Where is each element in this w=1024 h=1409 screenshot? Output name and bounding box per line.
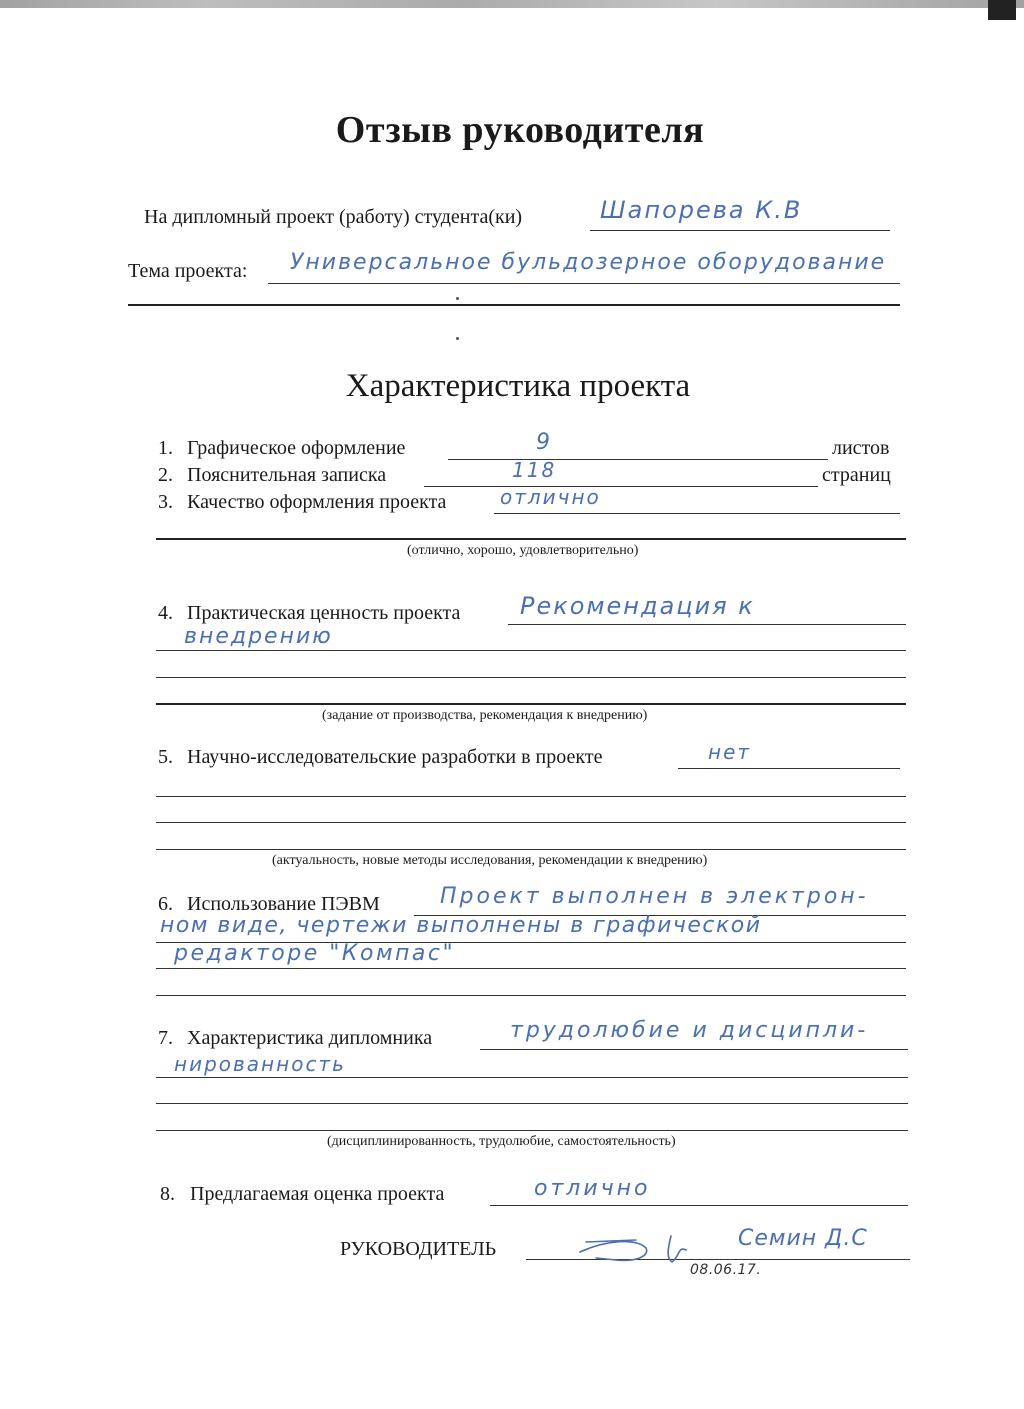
item-7-line-3 <box>156 1103 908 1104</box>
scan-speck <box>456 337 459 340</box>
item-1-line <box>448 459 828 460</box>
item-6-value-line-3: редакторе "Компас" <box>174 941 456 966</box>
item-4-line-3 <box>156 677 906 678</box>
item-8-number: 8. <box>160 1183 175 1205</box>
sign-date: 08.06.17. <box>690 1262 762 1278</box>
item-6-value-line-1: Проект выполнен в электрон- <box>440 884 869 909</box>
item-6-number: 6. <box>158 893 173 915</box>
item-5-number: 5. <box>158 746 173 768</box>
item-2-line <box>424 486 818 487</box>
item-5-caption: (актуальность, новые методы исследования, рекомендации к внедрению) <box>272 853 708 868</box>
item-7-label: Характеристика дипломника <box>187 1027 433 1049</box>
item-4-caption: (задание от производства, рекомендация к внедрению) <box>322 708 648 723</box>
item-7-value-line-2: нированность <box>174 1052 346 1076</box>
item-2-suffix: страниц <box>822 464 891 486</box>
item-7-caption: (дисциплинированность, трудолюбие, самостоятельность) <box>327 1134 676 1149</box>
item-3-number: 3. <box>158 491 173 513</box>
item-4-number: 4. <box>158 602 173 624</box>
item-7-line-4 <box>156 1130 908 1131</box>
item-7-line-1 <box>480 1049 908 1050</box>
item-2-value: 118 <box>512 458 557 482</box>
scan-speck <box>456 297 459 300</box>
supervisor-name: Семин Д.С <box>738 1226 868 1251</box>
item-7-line-2 <box>156 1077 908 1078</box>
item-3-line <box>494 513 900 514</box>
item-2-number: 2. <box>158 464 173 486</box>
student-value: Шапорева К.В <box>600 196 803 224</box>
item-3-caption: (отлично, хорошо, удовлетворительно) <box>407 543 639 558</box>
item-5-line-2 <box>156 796 906 797</box>
section-title: Характеристика проекта <box>345 368 691 404</box>
item-6-line-3 <box>156 968 906 969</box>
student-line <box>590 230 890 231</box>
item-3-label: Качество оформления проекта <box>187 491 447 513</box>
item-4-label: Практическая ценность проекта <box>187 602 461 624</box>
item-6-line-4 <box>156 995 906 996</box>
item-4-value-line-2: внедрению <box>184 624 333 649</box>
item-5-value: нет <box>708 740 752 764</box>
item-5-line-3 <box>156 822 906 823</box>
topic-line-1 <box>268 283 900 284</box>
item-5-line-1 <box>678 768 900 769</box>
item-1-suffix: листов <box>832 437 890 459</box>
item-8-line <box>490 1205 908 1206</box>
item-4-line-1 <box>508 624 906 625</box>
item-8-value: отлично <box>534 1176 651 1201</box>
topic-label: Тема проекта: <box>128 260 248 282</box>
supervisor-label: РУКОВОДИТЕЛЬ <box>340 1238 497 1260</box>
item-1-label: Графическое оформление <box>187 437 406 459</box>
item-1-number: 1. <box>158 437 173 459</box>
item-4-value-line-1: Рекомендация к <box>520 592 755 620</box>
item-1-value: 9 <box>536 430 552 455</box>
item-2-label: Пояснительная записка <box>187 464 387 486</box>
item-3-value: отлично <box>500 485 601 509</box>
item-5-line-4 <box>156 849 906 850</box>
item-7-number: 7. <box>158 1027 173 1049</box>
item-6-label: Использование ПЭВМ <box>187 893 380 915</box>
item-4-line-2 <box>156 650 906 651</box>
scan-corner-mark <box>988 0 1016 20</box>
item-5-label: Научно-исследовательские разработки в проекте <box>187 746 603 768</box>
item-3-line-2 <box>156 538 906 540</box>
item-4-line-4 <box>156 703 906 705</box>
item-7-value-line-1: трудолюбие и дисципли- <box>510 1018 869 1043</box>
topic-line-2 <box>128 304 900 306</box>
scan-top-edge <box>0 0 1024 8</box>
student-label: На дипломный проект (работу) студента(ки) <box>144 206 523 228</box>
item-6-value-line-2: ном виде, чертежи выполнены в графической <box>160 913 762 938</box>
document-title: Отзыв руководителя <box>335 109 705 151</box>
topic-value: Универсальное бульдозерное оборудование <box>290 250 887 275</box>
item-8-label: Предлагаемая оценка проекта <box>190 1183 445 1205</box>
